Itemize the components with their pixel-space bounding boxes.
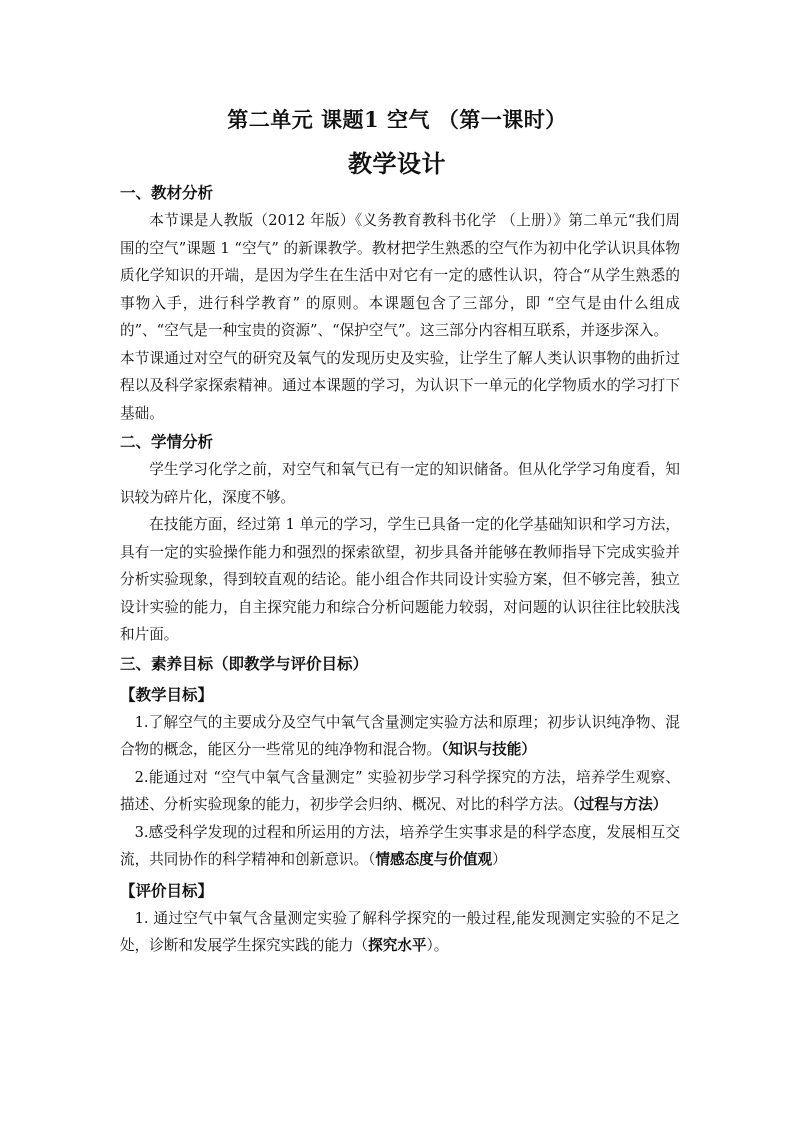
- goal-item: [120, 819, 680, 874]
- goal-text: 2.能通过对 “空气中氧气含量测定” 实验初步学习科学探究的方法，培养学生观察、描述、分析实验现象的能力，初步学会归纳、概况、对比的科学方法。: [120, 768, 680, 813]
- goal-tag: （知识与技能）: [441, 741, 536, 758]
- paragraph: 本节课通过对空气的研究及氧气的发现历史及实验，让学生了解人类认识事物的曲折过程以及科学家探索精神。通过本课题的学习，为认识下一单元的化学物质水的学习打下基础。: [120, 349, 680, 422]
- goal-text: 1.了解空气的主要成分及空气中氧气含量测定实验方法和原理；初步认识纯净物、混合物的概念，能区分一些常见的纯净物和混合物。: [120, 713, 680, 758]
- section-heading-2: 二、学情分析: [120, 432, 214, 451]
- teaching-goals-label: 【教学目标】: [120, 684, 214, 704]
- eval-text-end: ）。: [426, 937, 449, 954]
- paragraph: 在技能方面，经过第 1 单元的学习，学生已具备一定的化学基础知识和学习方法，具有一定的实验操作能力和强烈的探索欲望，初步具备并能够在教师指导下完成实验并分析实验现象，得到较直观的结论。能小组合作共同设计实验方案，但不够完善，独立设计实验的能力，自主探究能力和综合分析问题能力较弱，对问题的认识往往比较肤浅和片面。: [120, 516, 680, 643]
- goal-text: 3.感受科学发现的过程和所运用的方法，培养学生实事求是的科学态度，发展相互交流，共同协作的科学精神和创新意识。（: [120, 823, 680, 868]
- goal-tag: （过程与方法）: [572, 796, 668, 813]
- eval-text: 1. 通过空气中氧气含量测定实验了解科学探究的一般过程,能发现测定实验的不足之处，诊断和发展学生探究实践的能力（: [120, 909, 680, 954]
- eval-tag: 探究水平: [368, 937, 427, 954]
- document-subtitle: 教学设计: [348, 149, 446, 178]
- document-body: [120, 178, 680, 960]
- paragraph: 本节课是人教版（2012 年版）《义务教育教科书化学 （上册）》第二单元“我们周围的空气”课题 1 “空气” 的新课教学。教材把学生熟悉的空气作为初中化学认识具体物质化学知识的开端，是因为学生在生活中对它有一定的感性认识，符合“从学生熟悉的事物入手，进行科学教育” 的原则。本课题包含了三部分，即 “空气是由什么组成的”、“空气是一种宝贵的资源”、“保护空气”。这三部分内容相互联系，并逐步深入。: [120, 212, 680, 339]
- section-heading-1: 一、教材分析: [120, 183, 214, 202]
- eval-item: [120, 905, 680, 960]
- paragraph: 学生学习化学之前，对空气和氧气已有一定的知识储备。但从化学学习角度看，知识较为碎片化，深度不够。: [120, 461, 680, 506]
- goal-text-end: ）: [492, 851, 507, 868]
- goal-tag: 情感态度与价值观: [375, 851, 493, 868]
- document-title: 第二单元 课题1 空气 （第一课时）: [227, 107, 567, 132]
- section-heading-3: 三、素养目标（即教学与评价目标）: [120, 653, 369, 673]
- goal-item: [120, 709, 680, 764]
- goal-item: [120, 764, 680, 819]
- evaluation-goals-label: 【评价目标】: [120, 880, 214, 900]
